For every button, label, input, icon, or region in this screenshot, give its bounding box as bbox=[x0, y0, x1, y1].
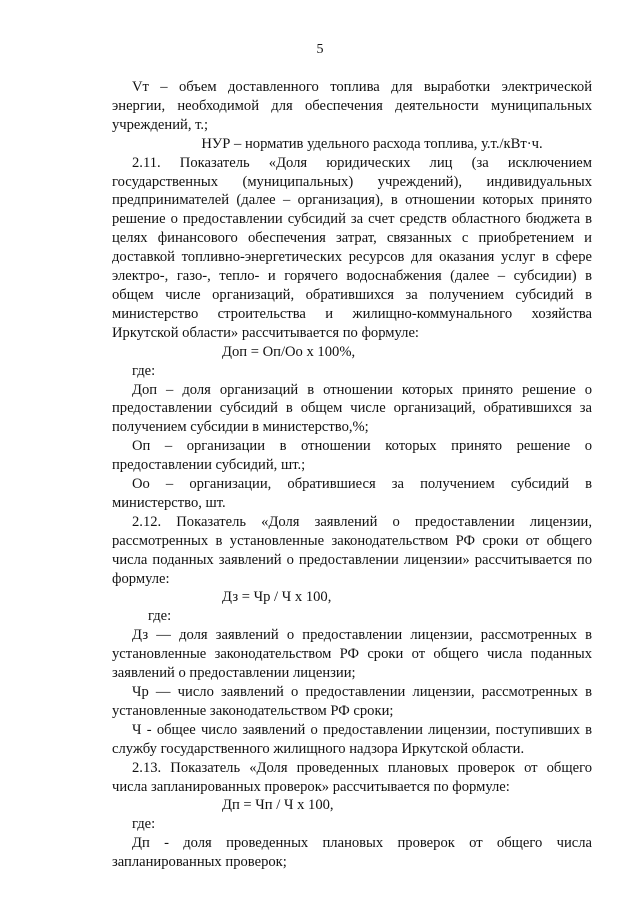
where-label-1: где: bbox=[132, 362, 156, 379]
definition-ch: Ч - общее число заявлений о предоставлении лицензии, поступивших в службу государственного жилищного надзора Иркутской области. bbox=[112, 721, 592, 757]
paragraph-2-13: 2.13. Показатель «Доля проведенных плановых проверок от общего числа запланированных проверок» рассчитывается по формуле: bbox=[112, 759, 592, 795]
formula-dz: Дз = Чр / Ч х 100, bbox=[222, 589, 332, 606]
paragraph-nur: НУР – норматив удельного расхода топлива, у.т./кВт·ч. bbox=[201, 135, 543, 152]
document-body bbox=[112, 78, 592, 872]
where-label-2: где: bbox=[148, 608, 172, 625]
paragraph-vt: Vт – объем доставленного топлива для выработки электрической энергии, необходимой для обеспечения деятельности муниципальных учреждений, т.; bbox=[112, 79, 592, 133]
definition-dop: Доп – доля организаций в отношении которых принято решение о предоставлении субсидий в общем числе организаций, обратившихся за получением субсидии в министерство,%; bbox=[112, 381, 592, 436]
definition-chr: Чр — число заявлений о предоставлении лицензии, рассмотренных в установленные законодательством РФ сроки; bbox=[112, 684, 592, 719]
where-label-3: где: bbox=[132, 816, 156, 833]
formula-dp: Дп = Чп / Ч х 100, bbox=[222, 797, 334, 814]
paragraph-2-11: 2.11. Показатель «Доля юридических лиц (за исключением государственных (муниципальных) учреждений), индивидуальных предпринимателей (далее – организация), в отношении которых принято решение о предоставлении субсидий за счет средств областного бюджета в целях финансового обеспечения затрат, связанных с приобретением и доставкой топливно-энергетических ресурсов для оказания услуг в сфере электро-, газо-, тепло- и горячего водоснабжения (далее – субсидии) в общем числе организаций, обратившихся за получением субсидий в министерство строительства и жилищно-коммунального хозяйства Иркутской области» рассчитывается по формуле: bbox=[112, 154, 592, 341]
definition-dp: Дп - доля проведенных плановых проверок от общего числа запланированных проверок; bbox=[112, 835, 592, 871]
page-number: 5 bbox=[316, 42, 324, 57]
formula-dop: Доп = Оп/Оо х 100%, bbox=[222, 343, 356, 360]
definition-oo: Оо – организации, обратившиеся за получением субсидий в министерство, шт. bbox=[112, 476, 592, 511]
definition-op: Оп – организации в отношении которых принято решение о предоставлении субсидий, шт.; bbox=[112, 438, 592, 474]
definition-dz: Дз — доля заявлений о предоставлении лицензии, рассмотренных в установленные законодательством РФ сроки от общего числа поданных заявлений о предоставлении лицензии; bbox=[112, 627, 592, 682]
paragraph-2-12: 2.12. Показатель «Доля заявлений о предоставлении лицензии, рассмотренных в установленные законодательством РФ сроки от общего числа поданных заявлений о предоставлении лицензии» рассчитывается по формуле: bbox=[112, 513, 592, 587]
